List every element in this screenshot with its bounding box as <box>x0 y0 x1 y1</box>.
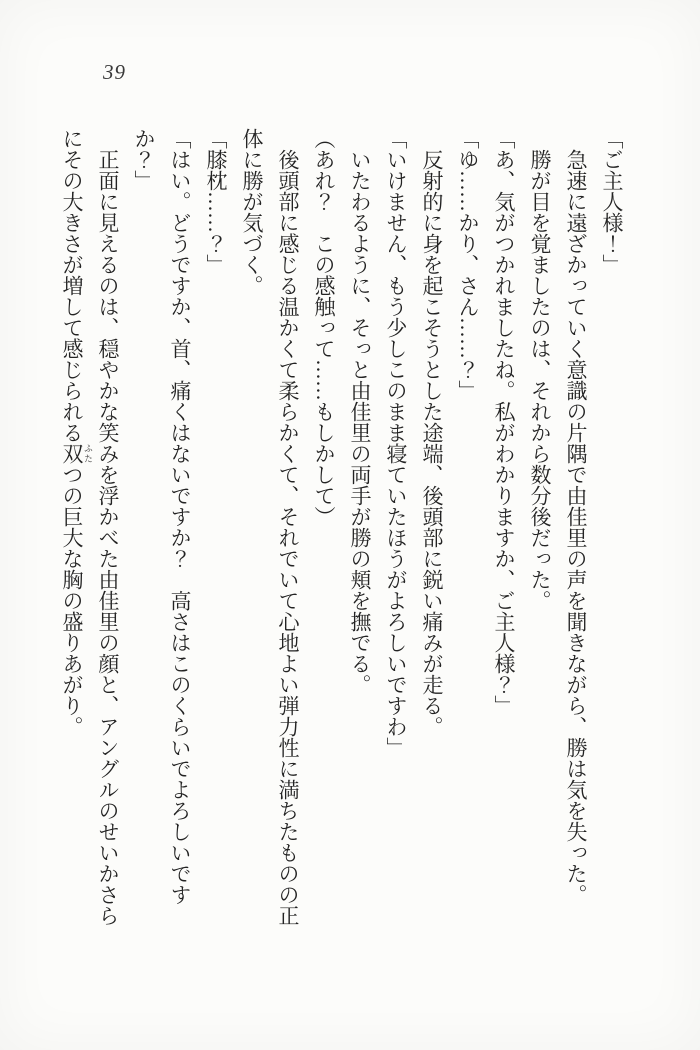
paragraph-3: 勝が目を覚ましたのは、それから数分後だった。 <box>528 149 552 611</box>
vertical-text-area <box>54 128 630 927</box>
paragraph-7: 「いけません、もう少しこのまま寝ていたほうがよろしいですわ」 <box>384 128 408 758</box>
paragraph-12: 「はい。どうですか、首、痛くはないですか？ 高さはこのくらいでよろしいですか？」 <box>132 128 192 905</box>
paragraph-8: いたわるように、そっと由佳里の両手が勝の頬を撫でる。 <box>348 149 372 695</box>
paragraph-5: 「ゆ……かり、さん……？」 <box>456 128 480 401</box>
paragraph-6: 反射的に身を起こそうとした途端、後頭部に鋭い痛みが走る。 <box>420 149 444 737</box>
paragraph-1: 「ご主人様！」 <box>600 128 624 275</box>
paragraph-10: 後頭部に感じる温かくて柔らかくて、それでいて心地よい弾力性に満ちたものの正体に勝が気づく。 <box>240 128 300 926</box>
furigana-ruby: 双 ふた <box>60 443 93 464</box>
paragraph-11: 「膝枕……？」 <box>204 128 228 275</box>
page-number: 39 <box>103 60 126 84</box>
paragraph-4: 「あ、気がつかれましたね。私がわかりますか、ご主人様？」 <box>492 128 516 716</box>
paragraph-9: （あれ？ この感触って……もしかして） <box>312 128 336 527</box>
paragraph-2: 急速に遠ざかっていく意識の片隅で由佳里の声を聞きながら、勝は気を失った。 <box>564 149 588 905</box>
paragraph-13: 正面に見えるのは、穏やかな笑みを浮かべた由佳里の顔と、アングルのせいかさらにその大きさが増して感じられる双 ふたつの巨大な胸の盛りあがり。 <box>60 128 120 926</box>
